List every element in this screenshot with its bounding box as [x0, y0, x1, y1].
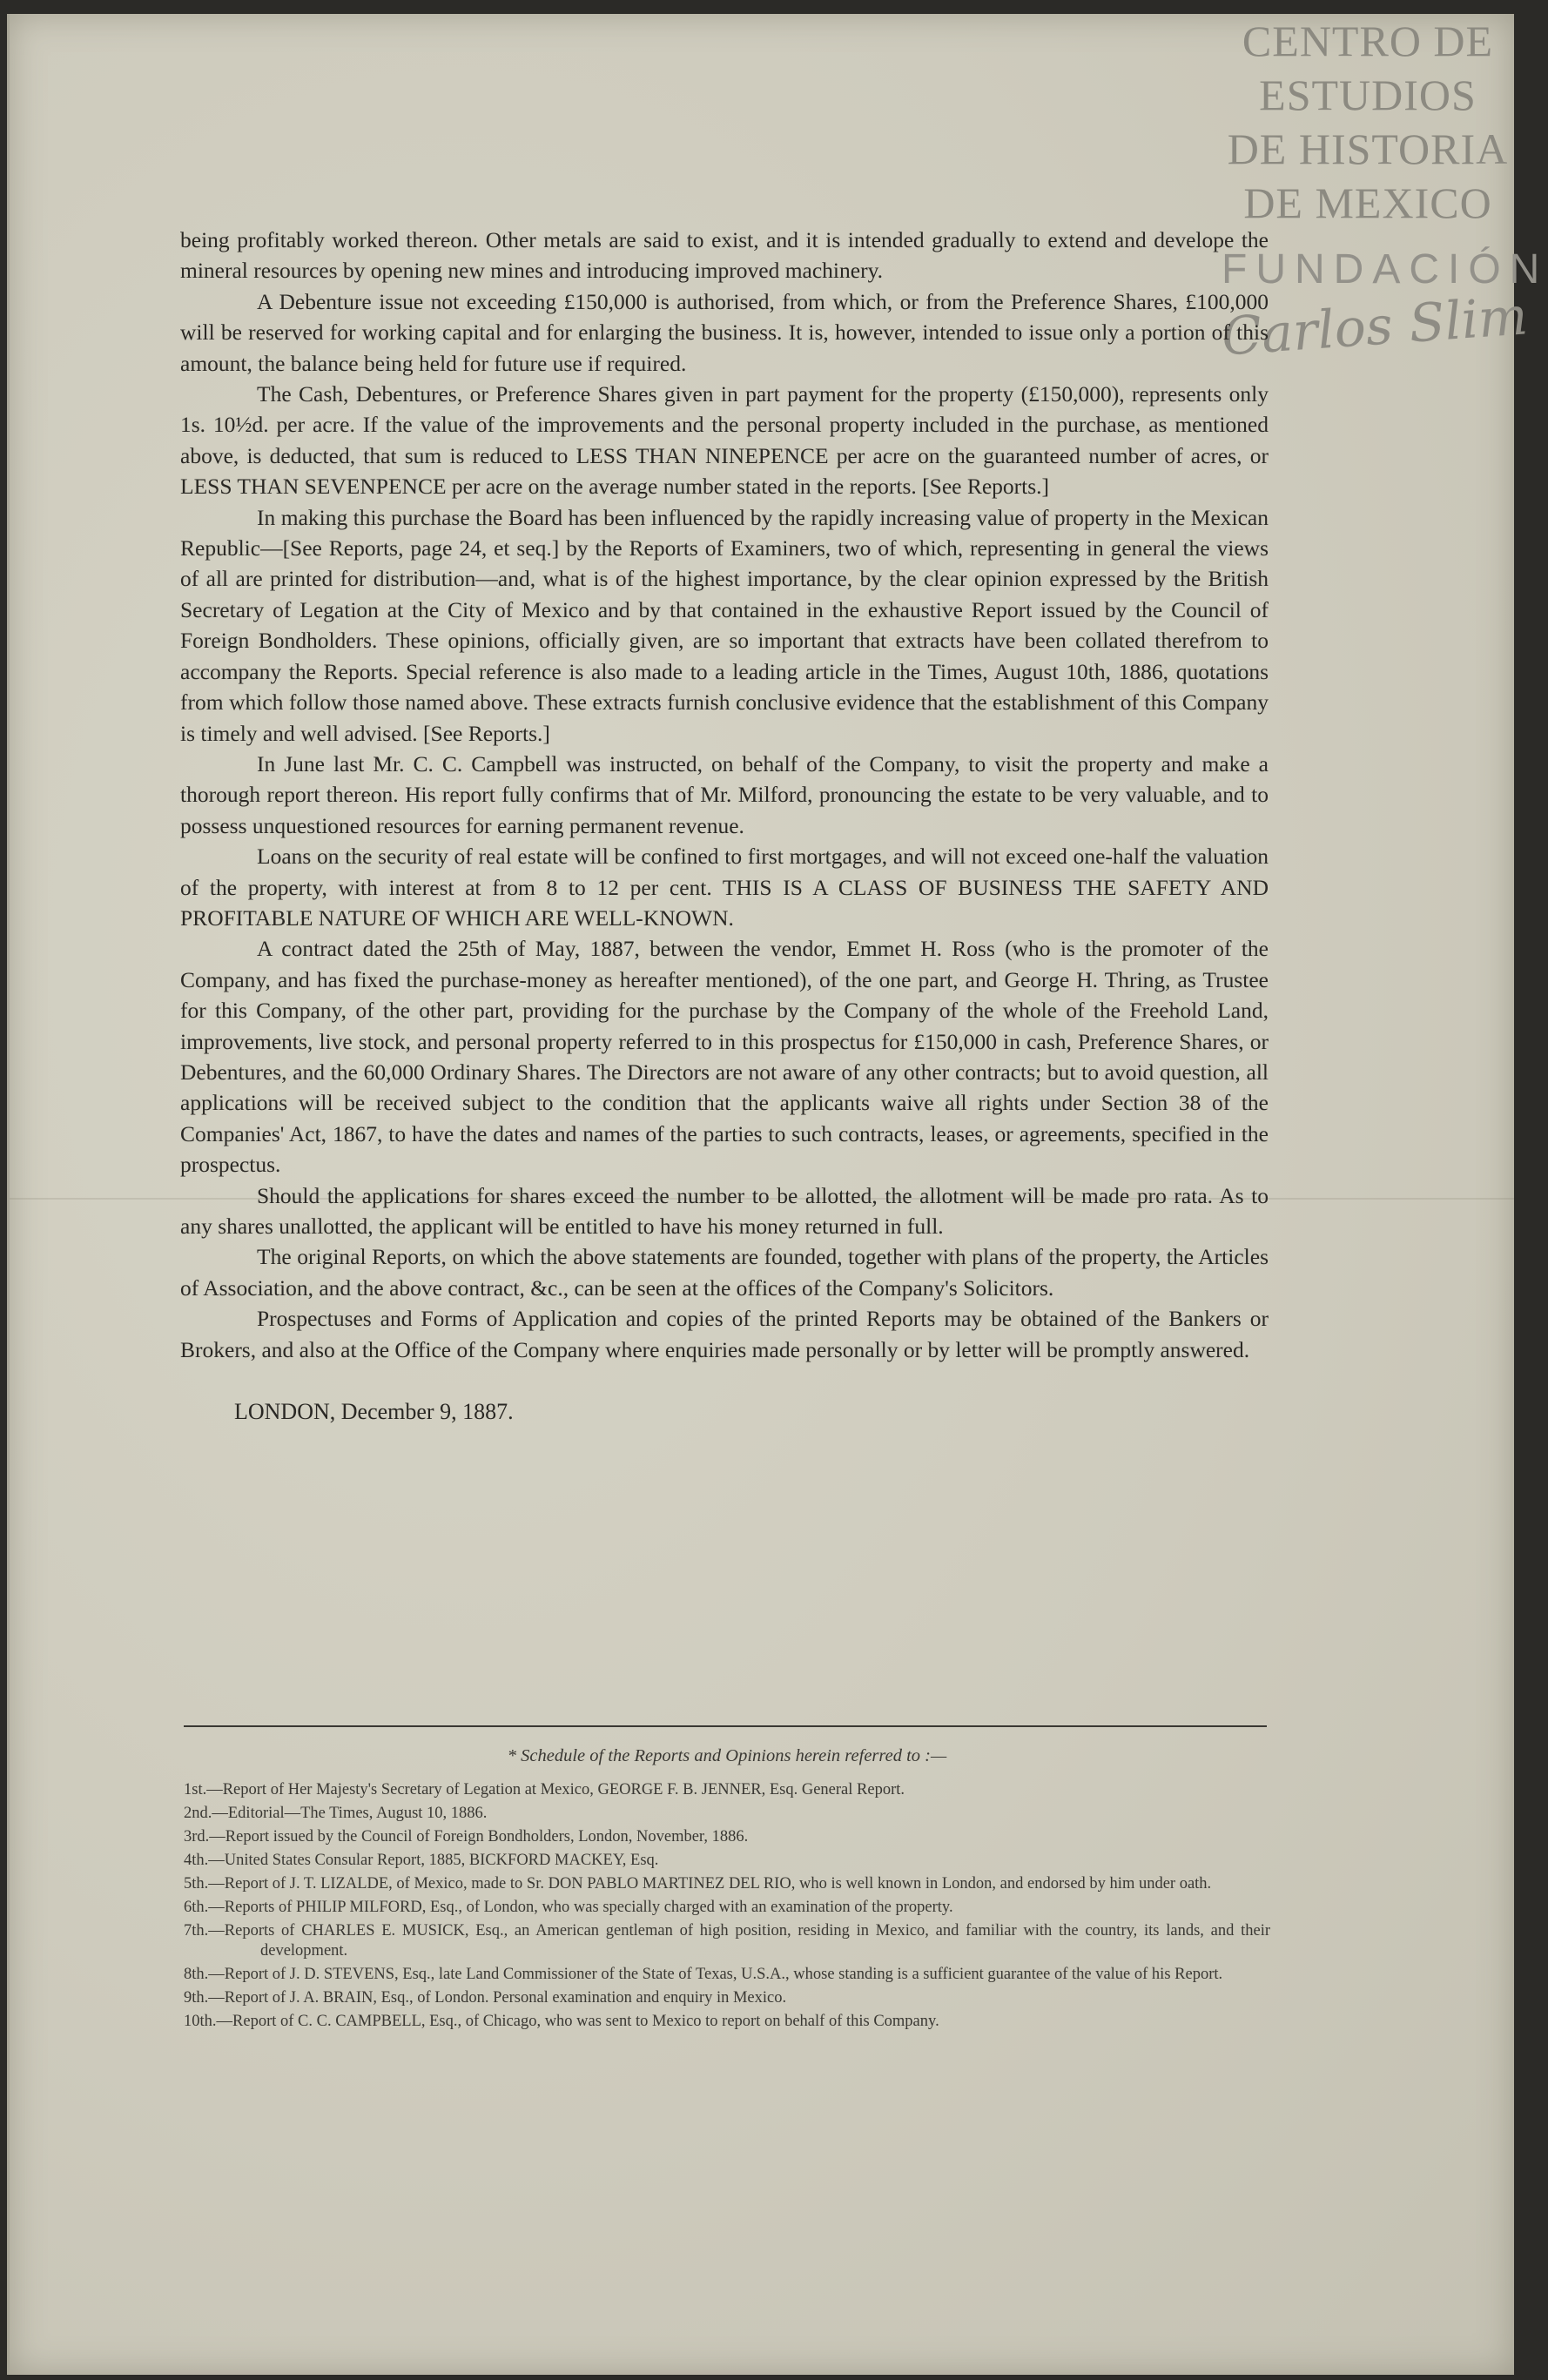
date-line: LONDON, December 9, 1887. [234, 1399, 514, 1425]
paragraph: Loans on the security of real estate will be confined to first mortgages, and will not exceed one-half the valuation of the property, with interest at from 8 to 12 per cent. THIS IS A CLASS OF BUSINESS THE SAFETY AND PROFITABLE NATURE OF WHICH ARE WELL-KNOWN. [180, 844, 1269, 931]
schedule-item: 1st.—Report of Her Majesty's Secretary of Legation at Mexico, GEORGE F. B. JENNER, Esq. General Report. [184, 1781, 905, 1798]
watermark-foundation: FUNDACIÓN [1222, 246, 1548, 292]
schedule-item: 9th.—Report of J. A. BRAIN, Esq., of London. Personal examination and enquiry in Mexico. [184, 1989, 787, 2007]
paragraph: Should the applications for shares exceed the number to be allotted, the allotment will be made pro rata. As to any shares unallotted, the applicant will be entitled to have his money returned in full. [180, 1182, 1269, 1239]
watermark-line: CENTRO DE [1242, 17, 1494, 65]
paragraph: Prospectuses and Forms of Application and copies of the printed Reports may be obtained of the Bankers or Brokers, and also at the Office of the Company where enquiries made personally or by letter will be promptly answered. [180, 1306, 1269, 1362]
schedule-item: 10th.—Report of C. C. CAMPBELL, Esq., of Chicago, who was sent to Mexico to report on behalf of this Company. [184, 2013, 939, 2030]
schedule-item: 8th.—Report of J. D. STEVENS, Esq., late Land Commissioner of the State of Texas, U.S.A., whose standing is a sufficient guarantee of the value of his Report. [184, 1966, 1223, 1983]
paragraph: A Debenture issue not exceeding £150,000 is authorised, from which, or from the Preference Shares, £100,000 will be reserved for working capital and for enlarging the business. It is, however, intended to issue only a portion of this amount, the balance being held for future use if required. [180, 288, 1269, 376]
schedule-item: 6th.—Reports of PHILIP MILFORD, Esq., of London, who was specially charged with an examination of the property. [184, 1899, 953, 1916]
paragraph: The Cash, Debentures, or Preference Shares given in part payment for the property (£150,000), represents only 1s. 10½d. per acre. If the value of the improvements and the personal property included in the purchase, as mentioned above, is deducted, that sum is reduced to LESS THAN NINEPENCE per acre on the guaranteed number of acres, or LESS THAN SEVENPENCE per acre on the average number stated in the reports. [See Reports.] [180, 381, 1269, 500]
section-divider [184, 1725, 1267, 1727]
reports-schedule [184, 1746, 1270, 2035]
schedule-title: * Schedule of the Reports and Opinions herein referred to :— [507, 1746, 947, 1765]
paragraph: In making this purchase the Board has been influenced by the rapidly increasing value of property in the Mexican Republic—[See Reports, page 24, et seq.] by the Reports of Examiners, two of which, representing in general the views of all are printed for distribution—and, what is of the highest importance, by the clear opinion expressed by the British Secretary of Legation at the City of Mexico and by that contained in the exhaustive Report issued by the Council of Foreign Bondholders. These opinions, officially given, are so important that extracts have been collated therefrom to accompany the Reports. Special reference is also made to a leading article in the Times, August 10th, 1886, quotations from which follow those named above. These extracts furnish conclusive evidence that the establishment of this Company is timely and well advised. [See Reports.] [180, 504, 1269, 746]
schedule-item: 4th.—United States Consular Report, 1885, BICKFORD MACKEY, Esq. [184, 1852, 659, 1869]
schedule-item: 2nd.—Editorial—The Times, August 10, 1886. [184, 1805, 488, 1822]
paragraph: being profitably worked thereon. Other metals are said to exist, and it is intended gradually to extend and develope the mineral resources by opening new mines and introducing improved machinery. [180, 227, 1269, 284]
paragraph: In June last Mr. C. C. Campbell was instructed, on behalf of the Company, to visit the property and make a thorough report thereon. His report fully confirms that of Mr. Milford, pronouncing the estate to be very valuable, and to possess unquestioned resources for earning permanent revenue. [180, 750, 1269, 838]
paragraph: A contract dated the 25th of May, 1887, between the vendor, Emmet H. Ross (who is the promoter of the Company, and has fixed the purchase-money as hereafter mentioned), of the one part, and George H. Thring, as Trustee for this Company, of the other part, providing for the purchase by the Company of the whole of the Freehold Land, improvements, live stock, and personal property referred to in this prospectus for £150,000 in cash, Preference Shares, or Debentures, and the 60,000 Ordinary Shares. The Directors are not aware of any other contracts; but to avoid question, all applications will be received subject to the condition that the applicants waive all rights under Section 38 of the Companies' Act, 1867, to have the dates and names of the parties to such contracts, leases, or agreements, specified in the prospectus. [180, 936, 1269, 1178]
prospectus-body [180, 225, 1269, 1427]
watermark-line: DE MEXICO [1243, 178, 1492, 227]
schedule-item: 3rd.—Report issued by the Council of Foreign Bondholders, London, November, 1886. [184, 1828, 749, 1846]
paragraph: The original Reports, on which the above statements are founded, together with plans of the property, the Articles of Association, and the above contract, &c., can be seen at the offices of the Company's Solicitors. [180, 1244, 1269, 1301]
schedule-item: 7th.—Reports of CHARLES E. MUSICK, Esq., an American gentleman of high position, residing in Mexico, and familiar with the country, its lands, and their development. [184, 1922, 1270, 1960]
document-page [7, 14, 1548, 2375]
watermark-line: ESTUDIOS [1259, 71, 1477, 119]
schedule-item: 5th.—Report of J. T. LIZALDE, of Mexico, made to Sr. DON PABLO MARTINEZ DEL RIO, who is well known in London, and endorsed by him under oath. [184, 1875, 1212, 1893]
watermark-signature: Carlos Slim [1219, 286, 1530, 368]
watermark-line: DE HISTORIA [1227, 124, 1509, 173]
